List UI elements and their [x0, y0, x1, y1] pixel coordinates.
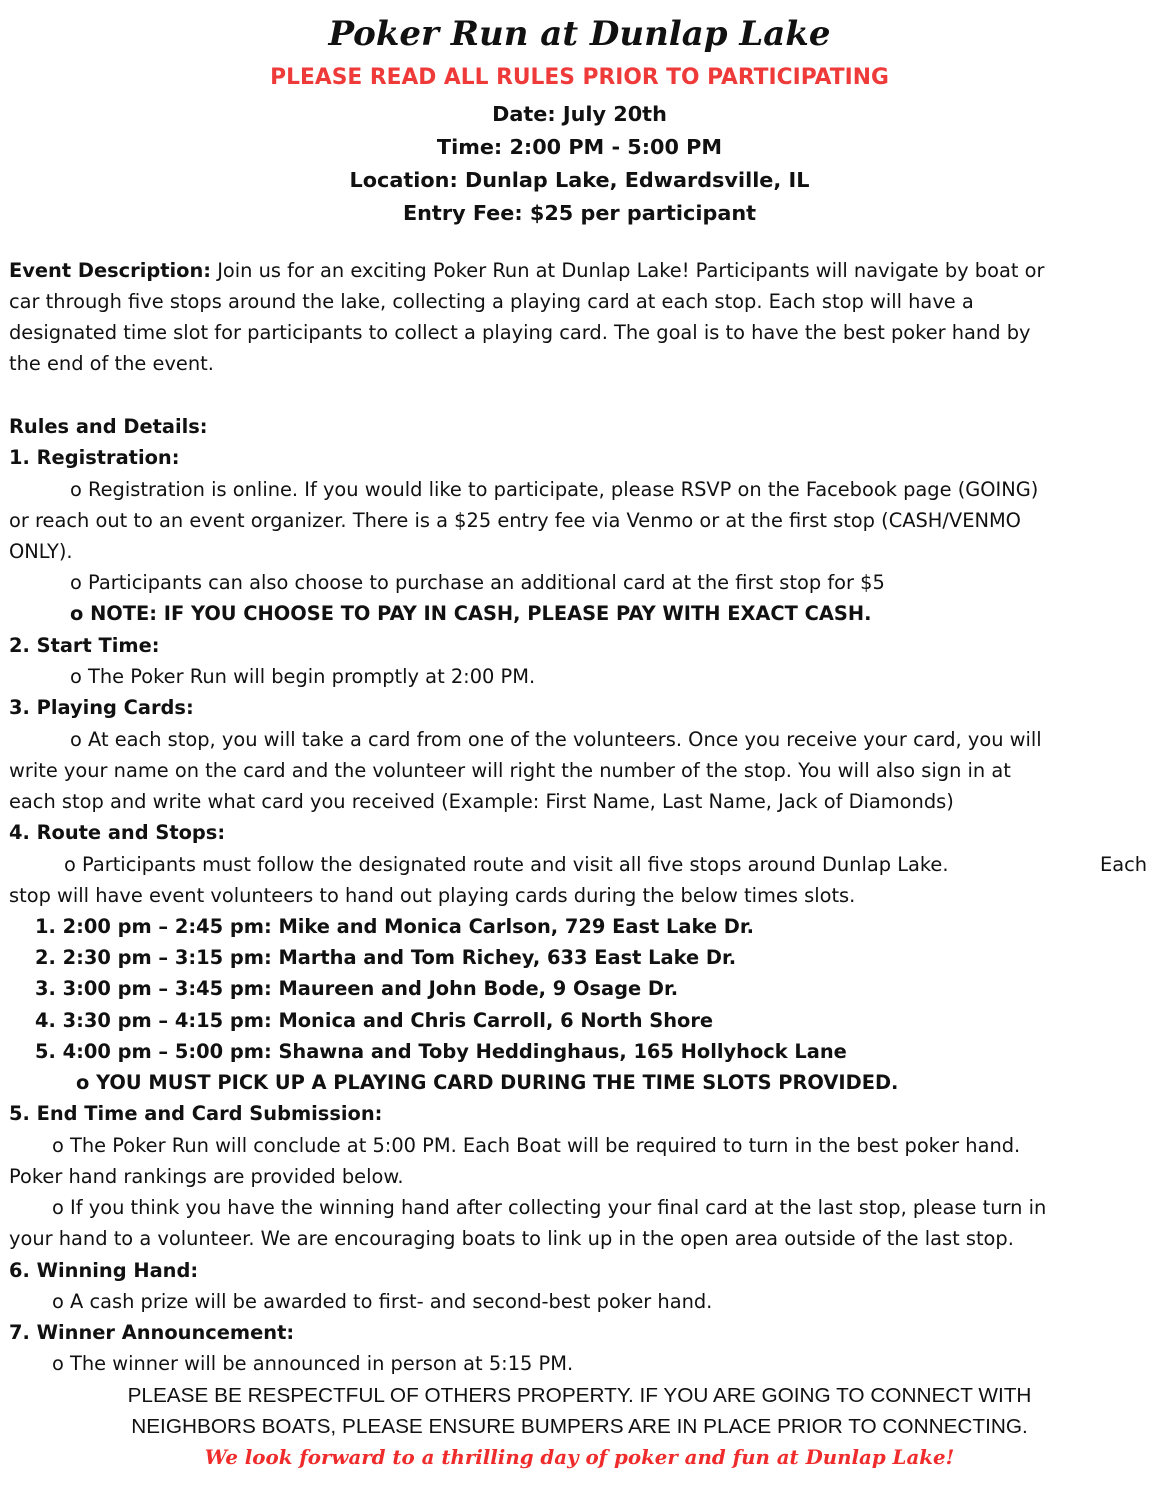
end-text: your hand to a volunteer. We are encouraging boats to link up in the open area outside of the last stop.	[9, 1227, 1014, 1250]
stop-item: 2. 2:30 pm – 3:15 pm: Martha and Tom Richey, 633 East Lake Dr.	[35, 946, 737, 969]
description-line: car through five stops around the lake, collecting a playing card at each stop. Each stop will have a	[9, 290, 974, 313]
description-line: designated time slot for participants to collect a playing card. The goal is to have the best poker hand by	[9, 321, 1031, 344]
entry-fee: Entry Fee: $25 per participant	[402, 201, 757, 225]
rules-heading: Rules and Details:	[9, 415, 208, 438]
section-heading-announcement: 7. Winner Announcement:	[9, 1321, 295, 1344]
section-heading-end: 5. End Time and Card Submission:	[9, 1102, 383, 1125]
cards-text: each stop and write what card you received (Example: First Name, Last Name, Jack of Diamonds)	[9, 790, 954, 813]
time-slot-note: o YOU MUST PICK UP A PLAYING CARD DURING THE TIME SLOTS PROVIDED.	[76, 1071, 899, 1094]
event-date: Date: July 20th	[492, 102, 667, 126]
page-title: Poker Run at Dunlap Lake	[328, 14, 831, 54]
winning-text: o A cash prize will be awarded to first- and second-best poker hand.	[52, 1290, 713, 1313]
section-heading-registration: 1. Registration:	[9, 446, 180, 469]
registration-text: ONLY).	[9, 540, 73, 563]
cards-text: write your name on the card and the volunteer will right the number of the stop. You will also sign in at	[9, 759, 1011, 782]
end-text: o If you think you have the winning hand after collecting your final card at the last stop, please turn in	[52, 1196, 1047, 1219]
start-text: o The Poker Run will begin promptly at 2:00 PM.	[70, 665, 536, 688]
registration-text: or reach out to an event organizer. There is a $25 entry fee via Venmo or at the first stop (CASH/VENMO	[9, 509, 1021, 532]
respect-notice: PLEASE BE RESPECTFUL OF OTHERS PROPERTY. IF YOU ARE GOING TO CONNECT WITH	[127, 1384, 1032, 1407]
section-heading-cards: 3. Playing Cards:	[9, 696, 194, 719]
respect-notice: NEIGHBORS BOATS, PLEASE ENSURE BUMPERS ARE IN PLACE PRIOR TO CONNECTING.	[131, 1415, 1028, 1438]
registration-extra-card: o Participants can also choose to purchase an additional card at the first stop for $5	[70, 571, 885, 594]
section-heading-route: 4. Route and Stops:	[9, 821, 226, 844]
description-text: Join us for an exciting Poker Run at Dunlap Lake! Participants will navigate by boat or	[217, 259, 1045, 282]
section-heading-start: 2. Start Time:	[9, 634, 160, 657]
description-line	[9, 255, 1044, 286]
registration-cash-note: o NOTE: IF YOU CHOOSE TO PAY IN CASH, PLEASE PAY WITH EXACT CASH.	[70, 602, 872, 625]
warning-banner: PLEASE READ ALL RULES PRIOR TO PARTICIPATING	[270, 65, 889, 90]
description-line: the end of the event.	[9, 352, 214, 375]
stop-item: 5. 4:00 pm – 5:00 pm: Shawna and Toby Heddinghaus, 165 Hollyhock Lane	[35, 1040, 847, 1063]
stop-item: 3. 3:00 pm – 3:45 pm: Maureen and John Bode, 9 Osage Dr.	[35, 977, 679, 1000]
closing-message: We look forward to a thrilling day of poker and fun at Dunlap Lake!	[204, 1445, 955, 1469]
announcement-text: o The winner will be announced in person at 5:15 PM.	[52, 1352, 574, 1375]
event-location: Location: Dunlap Lake, Edwardsville, IL	[349, 168, 810, 192]
registration-text: o Registration is online. If you would like to participate, please RSVP on the Facebook page (GOING)	[70, 478, 1039, 501]
description-label: Event Description:	[9, 259, 212, 282]
end-text: Poker hand rankings are provided below.	[9, 1165, 404, 1188]
route-text: Each	[1100, 853, 1148, 876]
stop-item: 1. 2:00 pm – 2:45 pm: Mike and Monica Carlson, 729 East Lake Dr.	[35, 915, 754, 938]
section-heading-winning: 6. Winning Hand:	[9, 1259, 199, 1282]
route-text: o Participants must follow the designated route and visit all five stops around Dunlap Lake.	[64, 853, 949, 876]
end-text: o The Poker Run will conclude at 5:00 PM. Each Boat will be required to turn in the best poker hand.	[52, 1134, 1021, 1157]
cards-text: o At each stop, you will take a card from one of the volunteers. Once you receive your card, you will	[70, 728, 1042, 751]
event-time: Time: 2:00 PM - 5:00 PM	[436, 135, 723, 159]
route-text: stop will have event volunteers to hand out playing cards during the below times slots.	[9, 884, 856, 907]
stop-item: 4. 3:30 pm – 4:15 pm: Monica and Chris Carroll, 6 North Shore	[35, 1009, 714, 1032]
